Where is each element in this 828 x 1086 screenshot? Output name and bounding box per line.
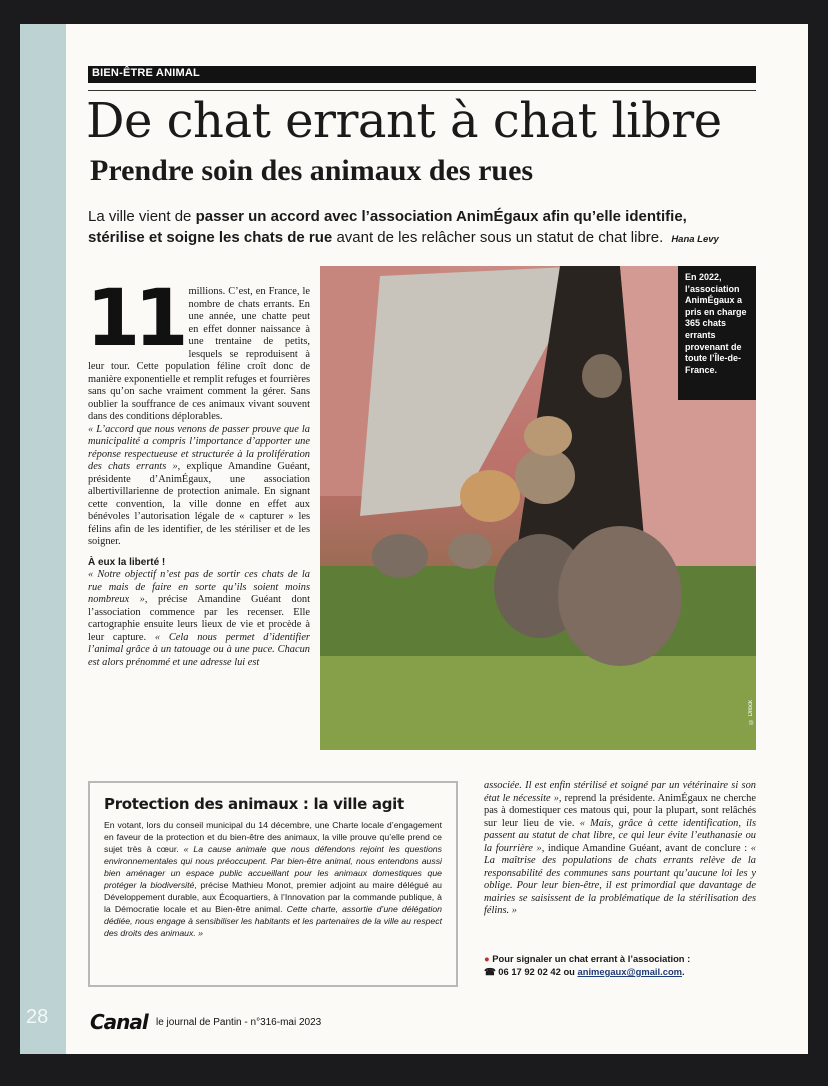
quote-text: « Cela nous permet d’identifier l’animal grâce à un tatouage ou à une puce. Chacun est alors prénommé et une adresse lui est — [88, 631, 310, 668]
cat — [448, 533, 492, 569]
paragraph-text: , indique Amandine Guéant, avant de conclure : — [541, 842, 751, 854]
article-column-1 — [86, 274, 310, 669]
paragraph-text: , explique Amandine Guéant, présidente d’AnimÉgaux, une association albertivillarienne de protection animale. En signant cette convention, la ville donne en effet aux bénévoles l’autorisation légale de « capturer » les félins afin de les identifier, de les stériliser et de les soigner. — [88, 461, 310, 547]
quote-text: « Notre objectif n’est pas de sortir ces chats de la rue mais de faire en sorte qu’ils soient moins nombreux » — [88, 569, 310, 605]
author-byline: Hana Levy — [671, 233, 719, 245]
report-line — [484, 952, 756, 965]
paragraph — [88, 424, 310, 549]
email-link[interactable]: animegaux@gmail.com — [577, 966, 683, 977]
quote-text: « L’accord que nous venons de passer prouve que la municipalité a compris l’importance d’apporter une réponse respectueuse et structurée à la prolifération des chats errants » — [88, 423, 310, 472]
article-column-3 — [484, 780, 756, 918]
box-paragraph: En votant, lors du conseil municipal du 14 décembre, une Charte locale d’engagement en faveur de la protection et du bien-être des animaux, la ville prouve qu’elle prend ce sujet très à cœur. — [104, 820, 442, 854]
box-quote: « La cause animale que nous défendons rejoint les questions environnementales qui nous préoccupent. Par bien-être animal, nous entendons aussi bien aménager un espace public accueillant pour les animaux domestiques que protéger la biodiversité — [104, 844, 442, 890]
paragraph — [484, 780, 756, 918]
quote-text: « La maîtrise des populations de chats errants relève de la responsabilité des communes sans pourtant qu’aucune loi les y oblige. Pour leur bien-être, il est primordial que davantage de mairies se saisissent de la problématique de la stérilisation des félins. » — [484, 842, 756, 916]
drop-cap: 11 — [86, 274, 183, 364]
page-number: 28 — [26, 1006, 49, 1028]
paragraph-text: , reprend la présidente. AnimÉgaux ne cherche pas à domestiquer ces matous qui, pour la plupart, sont relâchés sur leur lieu de vie. — [484, 792, 756, 829]
contact-line — [484, 965, 756, 978]
article-title: De chat errant à chat libre — [86, 93, 722, 149]
cat — [558, 526, 682, 666]
photo-caption: En 2022, l’association AnimÉgaux a pris en charge 365 chats errants provenant de toute l’Île-de-France. — [678, 266, 756, 400]
cats-photo — [320, 266, 756, 750]
box-quote: Cette charte, assortie d’une délégation dédiée, nous engage à sensibiliser les habitants et les partenaires de la ville au respect des droits des animaux. » — [104, 904, 442, 938]
photo-credit: © Dilock — [748, 699, 754, 724]
box-paragraph: , précise Mathieu Monot, premier adjoint au maire délégué au Développement durable, aux Écoquartiers, à l’Innovation par la commande publique, à la Démocratie locale et au Bien-être animal. — [104, 880, 443, 914]
article-subtitle: Prendre soin des animaux des rues — [90, 154, 534, 187]
paragraph-text: , précise Amandine Guéant dont l’association commence par les recenser. Elle cartographie ensuite leurs lieux de vie et procède à leur capture. — [88, 594, 310, 643]
lede-text-end: avant de les relâcher sous un statut de chat libre. — [332, 228, 664, 246]
lede-text-bold: passer un accord avec l’association AnimÉgaux afin qu’elle identifie, stérilise et soigne les chats de rue — [88, 208, 687, 246]
phone-text: ☎ 06 17 92 02 42 ou — [484, 966, 578, 977]
cat — [582, 354, 622, 398]
article-lede — [88, 207, 728, 250]
lede-text-start: La ville vient de — [88, 208, 196, 225]
grass-front — [320, 656, 756, 750]
box-title: Protection des animaux : la ville agit — [104, 795, 404, 813]
footer-text: le journal de Pantin - n°316-mai 2023 — [156, 1017, 322, 1028]
quote-text: associée. Il est enfin stérilisé et soigné par un vétérinaire si son état le nécessite » — [484, 780, 756, 804]
bullet-dot-icon: ● — [484, 953, 490, 964]
report-contact — [484, 952, 756, 978]
punctuation: . — [682, 966, 685, 977]
rubric-bar — [88, 66, 756, 83]
cat — [515, 448, 575, 504]
rubric-label: BIEN-ÊTRE ANIMAL — [92, 67, 200, 79]
sidebar-box — [88, 781, 458, 987]
cat — [372, 534, 428, 578]
cat — [524, 416, 572, 456]
canal-logo: Canal — [90, 1010, 148, 1034]
margin-strip — [20, 24, 66, 1054]
paragraph — [88, 569, 310, 669]
box-text — [104, 819, 442, 939]
magazine-page — [20, 24, 808, 1054]
section-subhead: À eux la liberté ! — [88, 556, 166, 568]
quote-text: « Mais, grâce à cette identification, ils passent au statut de chat libre, ce qui leur évite l’euthanasie ou la fourrière » — [484, 817, 756, 854]
paragraph-text: millions. C’est, en France, le nombre de chats errants. En une année, une chatte peut en effet donner naissance à une trentaine de petits, lesquels se reproduisent à leur tour. Cette population féline croît donc de manière exponentielle et remplit refuges et fourrières sans qu’on sache vraiment comment la gérer. Sans oublier la souffrance de ces animaux vivant souvent dans des conditions déplorables. — [88, 286, 310, 422]
cat — [460, 470, 520, 522]
report-text: Pour signaler un chat errant à l’association : — [492, 953, 691, 964]
